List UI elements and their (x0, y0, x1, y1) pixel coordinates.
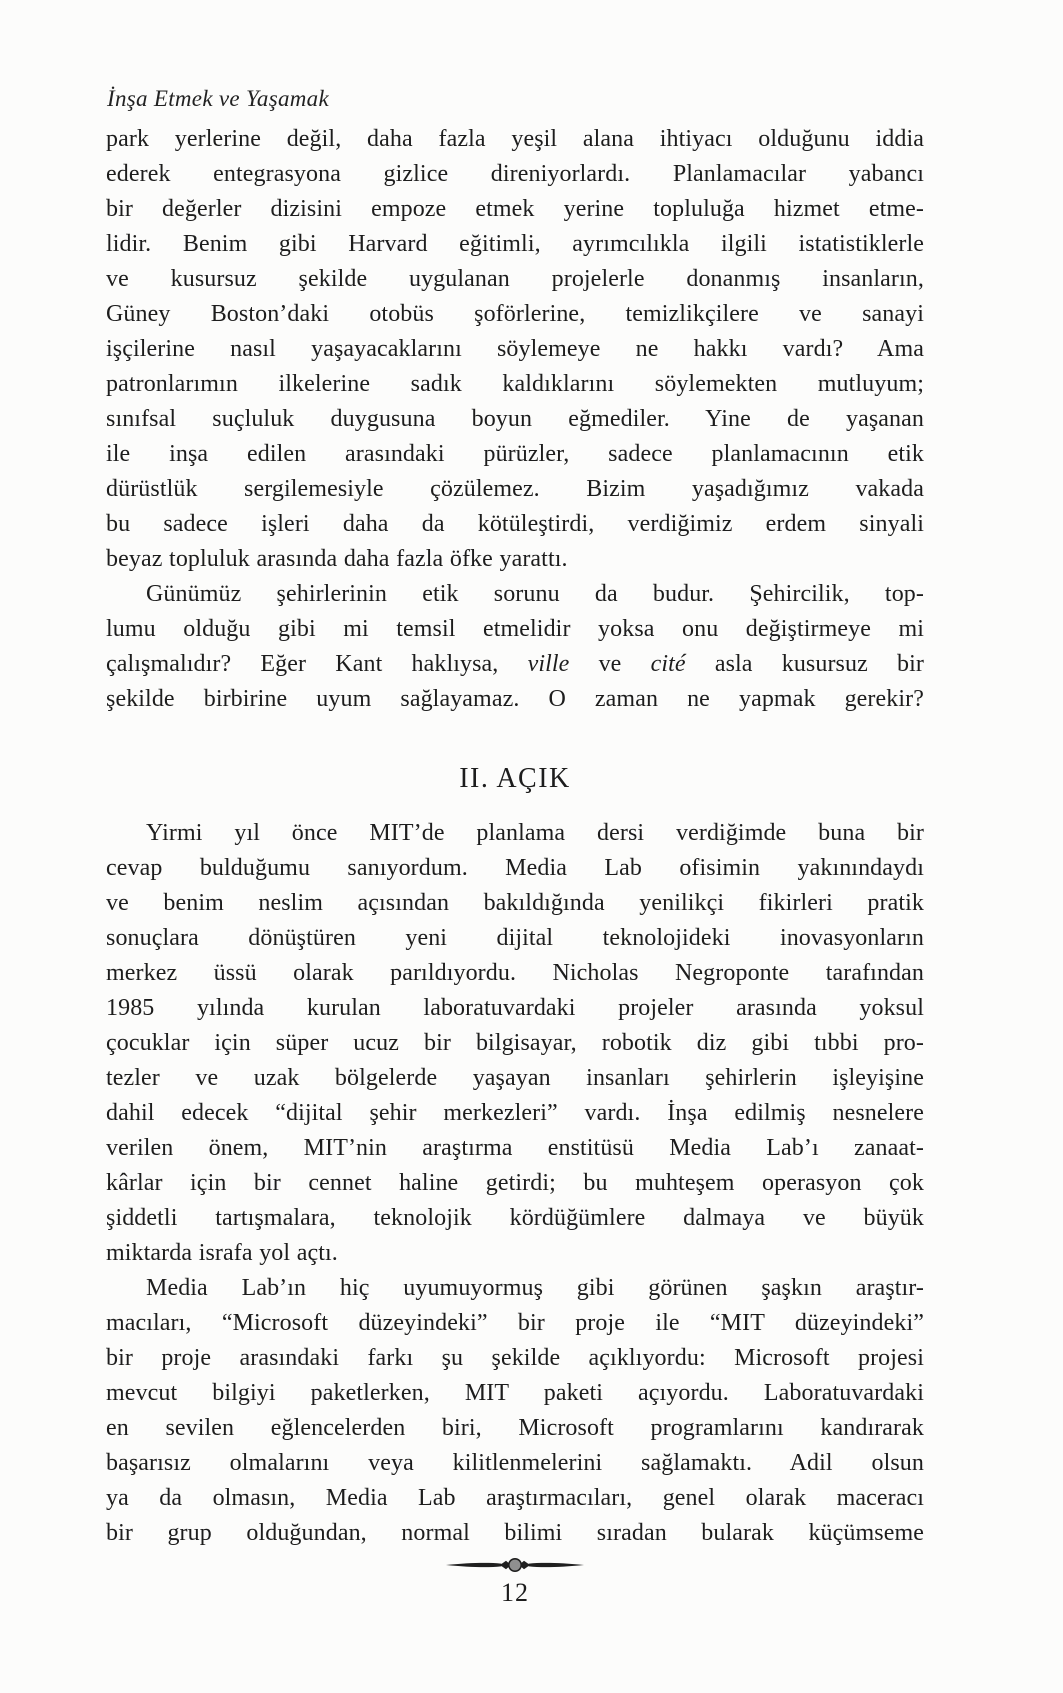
section-heading: II. AÇIK (459, 763, 571, 794)
text-line: 1985 yılında kurulan laboratuvardaki projeler arasında yoksul (106, 995, 924, 1021)
page-footer (106, 1556, 924, 1608)
text-line: ederek entegrasyona gizlice direniyorlardı. Planlamacılar yabancı (106, 161, 924, 187)
text-line: şiddetli tartışmalara, teknolojik kördüğümlere dalmaya ve büyük (106, 1205, 924, 1231)
paragraph (106, 816, 924, 1271)
running-header: İnşa Etmek ve Yaşamak (107, 86, 329, 111)
text-line: lidir. Benim gibi Harvard eğitimli, ayrımcılıkla ilgili istatistiklerle (106, 231, 924, 257)
text-line: dahil edecek “dijital şehir merkezleri” vardı. İnşa edilmiş nesnelere (106, 1100, 924, 1126)
text-line: dürüstlük sergilemesiyle çözülemez. Bizim yaşadığımız vakada (106, 476, 924, 502)
text-line: Yirmi yıl önce MIT’de planlama dersi verdiğimde buna bir (146, 820, 924, 846)
text-line: ile inşa edilen arasındaki pürüzler, sadece planlamacının etik (106, 441, 924, 467)
text-line: Güney Boston’daki otobüs şoförlerine, temizlikçilere ve sanayi (106, 301, 924, 327)
text-line: beyaz topluluk arasında daha fazla öfke yarattı. (106, 546, 568, 572)
text-line: ve kusursuz şekilde uygulanan projelerle donanmış insanların, (106, 266, 924, 292)
text-line: kârlar için bir cennet haline getirdi; bu muhteşem operasyon çok (106, 1170, 924, 1196)
page-body (106, 122, 924, 1551)
text-line: işçilerine nasıl yaşayacaklarını söylemeye ne hakkı vardı? Ama (106, 336, 924, 362)
text-line: bu sadece işleri daha da kötüleştirdi, verdiğimiz erdem sinyali (106, 511, 924, 537)
page-number: 12 (501, 1578, 529, 1607)
text-line: şekilde birbirine uyum sağlayamaz. O zaman ne yapmak gerekir? (106, 686, 924, 712)
text-line: sonuçlara dönüştüren yeni dijital teknolojideki inovasyonların (106, 925, 924, 951)
text-line: cevap bulduğumu sanıyordum. Media Lab ofisimin yakınındaydı (106, 855, 924, 881)
paragraph (106, 577, 924, 717)
text-line: miktarda israfa yol açtı. (106, 1240, 338, 1266)
text-line: Günümüz şehirlerinin etik sorunu da budur. Şehircilik, top- (146, 581, 924, 607)
text-line: park yerlerine değil, daha fazla yeşil alana ihtiyacı olduğunu iddia (106, 126, 924, 152)
paragraph (106, 1271, 924, 1551)
text-line: lumu olduğu gibi mi temsil etmelidir yoksa onu değiştirmeye mi (106, 616, 924, 642)
text-line: en sevilen eğlencelerden biri, Microsoft programlarını kandırarak (106, 1415, 924, 1441)
text-line: çocuklar için süper ucuz bir bilgisayar, robotik diz gibi tıbbi pro- (106, 1030, 924, 1056)
text-line: merkez üssü olarak parıldıyordu. Nicholas Negroponte tarafından (106, 960, 924, 986)
text-line: sınıfsal suçluluk duygusuna boyun eğmediler. Yine de yaşanan (106, 406, 924, 432)
paragraph (106, 122, 924, 577)
divider-ornament-icon (106, 1556, 924, 1574)
text-line: bir değerler dizisini empoze etmek yerine topluluğa hizmet etme- (106, 196, 924, 222)
text-line: tezler ve uzak bölgelerde yaşayan insanları şehirlerin işleyişine (106, 1065, 924, 1091)
text-line: Media Lab’ın hiç uyumuyormuş gibi görünen şaşkın araştır- (146, 1275, 924, 1301)
text-line: mevcut bilgiyi paketlerken, MIT paketi açıyordu. Laboratuvardaki (106, 1380, 924, 1406)
text-line: macıları, “Microsoft düzeyindeki” bir proje ile “MIT düzeyindeki” (106, 1310, 924, 1336)
text-line: verilen önem, MIT’nin araştırma enstitüsü Media Lab’ı zanaat- (106, 1135, 924, 1161)
text-line: ve benim neslim açısından bakıldığında yenilikçi fikirleri pratik (106, 890, 924, 916)
text-line: ya da olmasın, Media Lab araştırmacıları, genel olarak maceracı (106, 1485, 924, 1511)
text-line: çalışmalıdır? Eğer Kant haklıysa, ville ve cité asla kusursuz bir (106, 651, 924, 677)
text-line: patronlarımın ilkelerine sadık kaldıklarını söylemekten mutluyum; (106, 371, 924, 397)
text-line: başarısız olmalarını veya kilitlenmelerini sağlamaktı. Adil olsun (106, 1450, 924, 1476)
text-line: bir grup olduğundan, normal bilimi sıradan bularak küçümseme (106, 1520, 924, 1546)
text-line: bir proje arasındaki farkı şu şekilde açıklıyordu: Microsoft projesi (106, 1345, 924, 1371)
